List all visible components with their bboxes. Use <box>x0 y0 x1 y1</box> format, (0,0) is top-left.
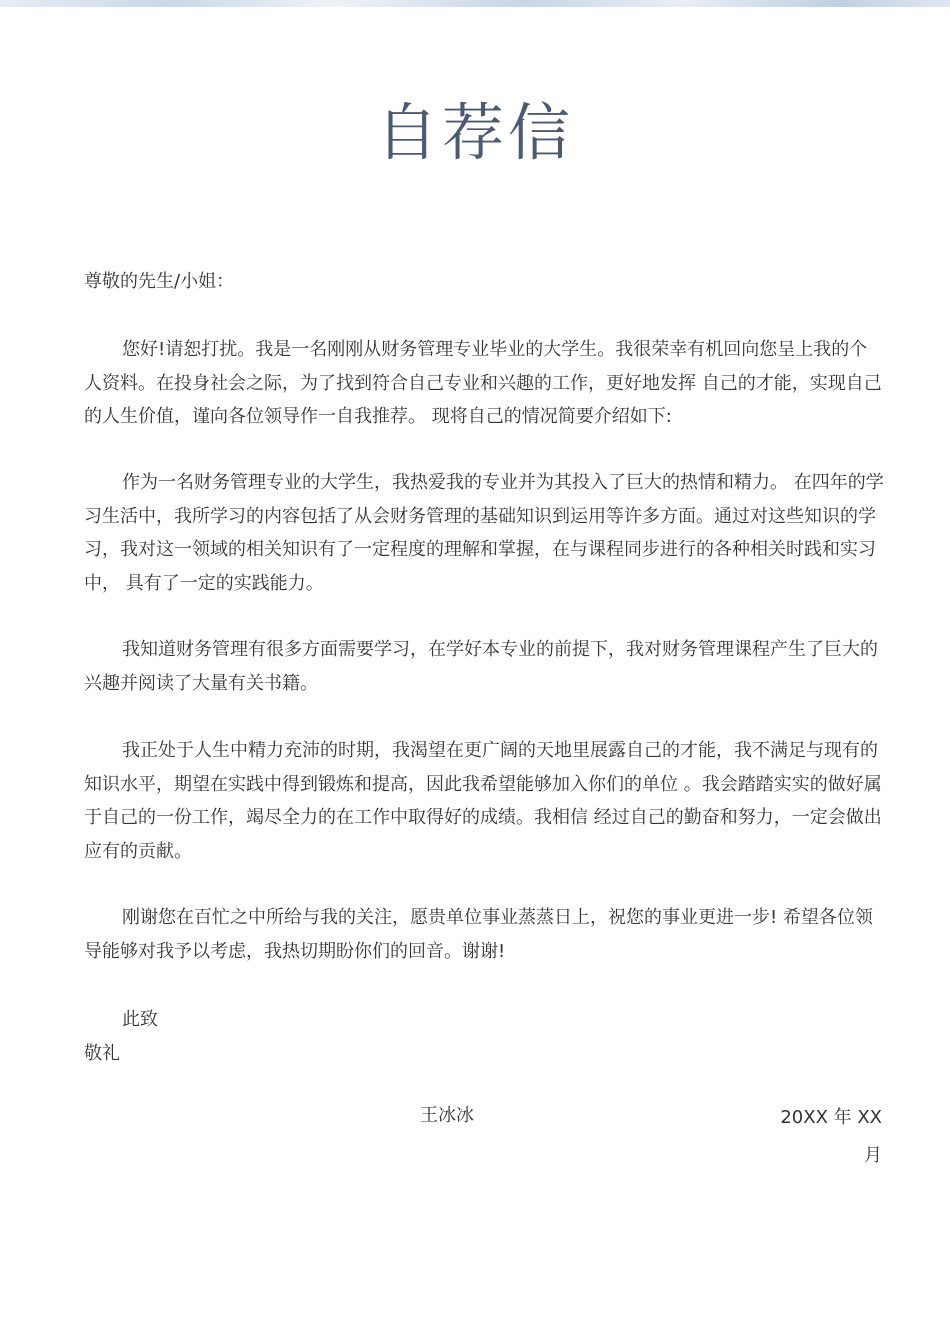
letter-date: 20XX 年 XX 月 <box>780 1107 882 1166</box>
paragraph-interest: 我知道财务管理有很多方面需要学习，在学好本专业的前提下，我对财务管理课程产生了巨大的兴趣并阅读了大量有关书籍。 <box>84 639 878 694</box>
closing-line-2: 敬礼 <box>84 1043 120 1064</box>
paragraph-aspiration: 我正处于人生中精力充沛的时期，我渴望在更广阔的天地里展露自己的才能，我不满足与现有的知识水平，期望在实践中得到锻炼和提高，因此我希望能够加入你们的单位 。我会踏踏实实的做好属于自己的一份工作，竭尽全力的在工作中取得好的成绩。我相信 经过自己的勤奋和努力，一定会做出应有的贡献。 <box>84 740 882 862</box>
paragraph-education: 作为一名财务管理专业的大学生，我热爱我的专业并为其投入了巨大的热情和精力。 在四年的学习生活中，我所学习的内容包括了从会财务管理的基础知识到运用等许多方面。通过对这些知识的学习，我对这一领域的相关知识有了一定程度的理解和掌握，在与课程同步进行的各种相关时践和实习中， 具有了一定的实践能力。 <box>84 472 884 594</box>
paragraph-introduction: 您好!请恕打扰。我是一名刚刚从财务管理专业毕业的大学生。我很荣幸有机回向您呈上我的个人资料。在投身社会之际，为了找到符合自己专业和兴趣的工作，更好地发挥 自己的才能，实现自己的人生价值，谨向各位领导作一自我推荐。 现将自己的情况简要介绍如下: <box>84 339 882 427</box>
paragraph-thanks: 刚谢您在百忙之中所给与我的关注，愿贵单位事业蒸蒸日上，祝您的事业更进一步! 希望各位领导能够对我予以考虑，我热切期盼你们的回音。谢谢! <box>84 907 873 962</box>
closing-line-1: 此致 <box>122 1009 158 1030</box>
letter-title: 自荐信 <box>375 96 574 169</box>
salutation: 尊敬的先生/小姐： <box>84 271 235 292</box>
decorative-top-strip <box>0 0 950 7</box>
signature-name: 王冰冰 <box>420 1105 474 1126</box>
